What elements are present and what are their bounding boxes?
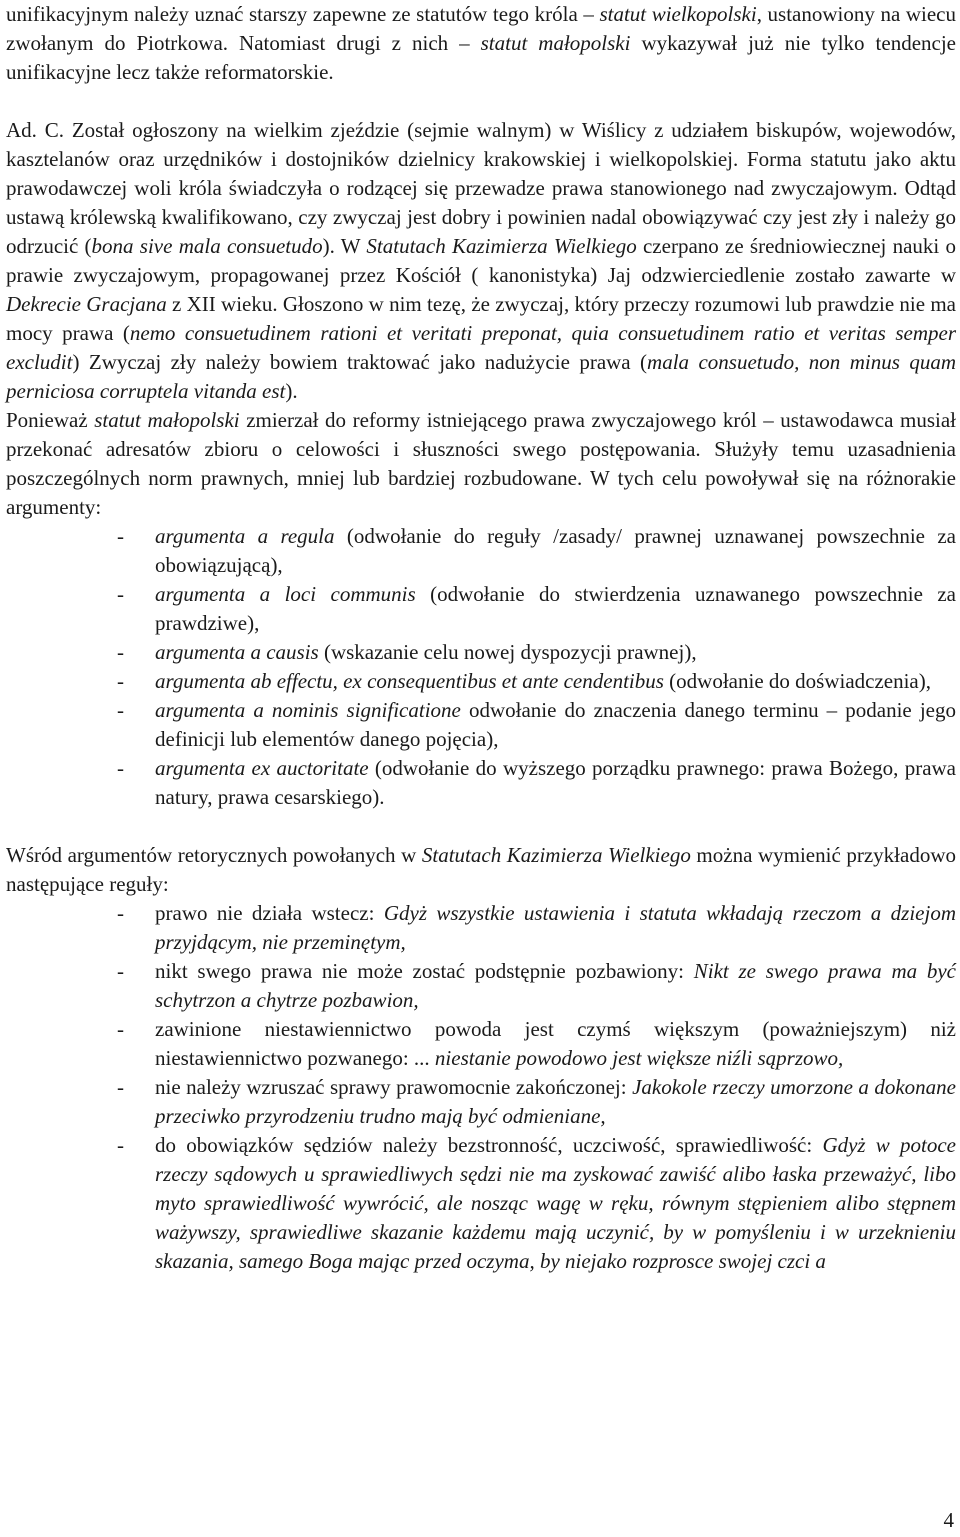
list-item bbox=[6, 899, 956, 957]
text-run: można wymienić przykładowo następujące reguły: bbox=[6, 843, 956, 896]
text-run: Ad. C. Został ogłoszony na wielkim zjeździe (sejmie walnym) w Wiślicy z udziałem biskupów, wojewodów, kasztelanów oraz urzędników i dostojników dzielnicy krakowskiej i wielkopolskiej. Forma statutu jako aktu prawodawczej woli króla świadczyła o rodzącej się przewadze prawa stanowionego nad zwyczajowym. Odtąd ustawą królewską kwalifikowano, czy zwyczaj jest dobry i powinien nadal obowiązywać czy jest zły i należy go odrzucić ( bbox=[6, 118, 956, 258]
text-run: odwołanie do znaczenia danego terminu – podanie jego definicji lub elementów danego pojęcia), bbox=[155, 698, 957, 751]
italic-text-run: argumenta ex auctoritate bbox=[155, 756, 369, 780]
list-item bbox=[6, 1015, 956, 1073]
list-item bbox=[6, 522, 956, 580]
italic-text-run: Jakokole rzeczy umorzone a dokonane przeciwko przyrodzeniu trudno mają być odmieniane, bbox=[155, 1075, 957, 1128]
list-dash: - bbox=[117, 901, 124, 925]
list-dash: - bbox=[117, 524, 124, 548]
italic-text-run: Gdyż wszystkie ustawienia i statuta wkładają rzeczom a dziejom przyjdącym, nie przeminętym, bbox=[155, 901, 956, 954]
list-dash: - bbox=[117, 582, 124, 606]
paragraph-3 bbox=[6, 406, 956, 522]
list-dash: - bbox=[117, 1017, 124, 1041]
text-run: ). bbox=[285, 379, 298, 403]
list-item bbox=[6, 957, 956, 1015]
rhetorical-rules-list bbox=[6, 899, 956, 1276]
text-run: (odwołanie do wyższego porządku prawnego: prawa Bożego, prawa natury, prawa cesarskiego). bbox=[155, 756, 956, 809]
list-dash: - bbox=[117, 698, 124, 722]
text-run: (odwołanie do doświadczenia), bbox=[663, 669, 931, 693]
list-dash: - bbox=[117, 1133, 124, 1157]
page-number: 4 bbox=[943, 1508, 954, 1532]
italic-text-run: niestanie powodowo jest większe niźli sąprzowo, bbox=[434, 1046, 844, 1070]
italic-text-run: bona sive mala consuetudo bbox=[91, 234, 323, 258]
italic-text-run: statut wielkopolski bbox=[599, 2, 757, 26]
italic-text-run: Statutach Kazimierza Wielkiego bbox=[421, 843, 691, 867]
text-run: unifikacyjnym należy uznać starszy zapewne ze statutów tego króla – bbox=[6, 2, 600, 26]
text-run: Ponieważ bbox=[6, 408, 95, 432]
text-run: zmierzał do reformy istniejącego prawa zwyczajowego król – ustawodawca musiał przekonać adresatów zbioru o celowości i słuszności swego postępowania. Służyły temu uzasadnienia poszczególnych norm prawnych, mniej lub bardziej rozbudowane. W tych celu powoływał się na różnorakie argumenty: bbox=[6, 408, 956, 519]
arguments-list bbox=[6, 522, 956, 812]
list-dash: - bbox=[117, 669, 124, 693]
italic-text-run: Nikt ze swego prawa ma być schytrzon a chytrze pozbawion, bbox=[155, 959, 957, 1012]
list-item bbox=[6, 580, 956, 638]
list-item bbox=[6, 638, 956, 667]
italic-text-run: Statutach Kazimierza Wielkiego bbox=[366, 234, 637, 258]
text-run: prawo nie działa wstecz: bbox=[155, 901, 384, 925]
paragraph-1 bbox=[6, 0, 956, 87]
text-run: z XII wieku. Głoszono w nim tezę, że zwyczaj, który przeczy rozumowi lub prawdzie nie ma mocy prawa ( bbox=[6, 292, 956, 345]
paragraph-gap bbox=[6, 812, 956, 841]
text-run: nie należy wzruszać sprawy prawomocnie zakończonej: bbox=[155, 1075, 633, 1099]
list-dash: - bbox=[117, 756, 124, 780]
list-item bbox=[6, 754, 956, 812]
text-run: ) Zwyczaj zły należy bowiem traktować jako nadużycie prawa ( bbox=[72, 350, 648, 374]
list-item bbox=[6, 1073, 956, 1131]
text-run: do obowiązków sędziów należy bezstronność, uczciwość, sprawiedliwość: bbox=[155, 1133, 823, 1157]
text-run: , ustanowiony na wiecu zwołanym do Piotrkowa. Natomiast drugi z nich – bbox=[6, 2, 956, 55]
italic-text-run: Gdyż w potoce rzeczy sądowych u sprawiedliwych sędzi nie ma zyskować zawiść alibo łaska przeważyć, libo myto sprawiedliwość wywrócić, ale nosząc wagę w ręku, równym stępieniem alibo stępnem ważywszy, sprawiedliwe skazanie każdemu mają uczynić, by w pomyśleniu i w urzeknieniu skazania, samego Boga mając przed oczyma, by niejako rozprosce swojej czci a bbox=[155, 1133, 956, 1273]
text-run: wykazywał już nie tylko tendencje unifikacyjne lecz także reformatorskie. bbox=[6, 31, 956, 84]
paragraph-gap bbox=[6, 87, 956, 116]
text-run: Wśród argumentów retorycznych powołanych w bbox=[6, 843, 422, 867]
italic-text-run: argumenta ab effectu, ex consequentibus et ante cendentibus bbox=[155, 669, 664, 693]
list-dash: - bbox=[117, 1075, 124, 1099]
italic-text-run: argumenta a causis bbox=[155, 640, 319, 664]
list-item bbox=[6, 696, 956, 754]
italic-text-run: Dekrecie Gracjana bbox=[6, 292, 167, 316]
italic-text-run: argumenta a nominis significatione bbox=[155, 698, 461, 722]
text-run: ). W bbox=[322, 234, 367, 258]
text-run: (wskazanie celu nowej dyspozycji prawnej), bbox=[318, 640, 697, 664]
list-item bbox=[6, 1131, 956, 1276]
italic-text-run: statut małopolski bbox=[94, 408, 240, 432]
text-run: czerpano ze średniowiecznej nauki o prawie zwyczajowym, propagowanej przez Kościół ( kanonistyka) Jaj odzwierciedlenie zostało zawarte w bbox=[6, 234, 957, 287]
list-dash: - bbox=[117, 640, 124, 664]
document-page bbox=[6, 0, 956, 1276]
paragraph-4 bbox=[6, 841, 956, 899]
text-run: (odwołanie do stwierdzenia uznawanego powszechnie za prawdziwe), bbox=[155, 582, 956, 635]
italic-text-run: argumenta a loci communis bbox=[155, 582, 416, 606]
text-run: nikt swego prawa nie może zostać podstępnie pozbawiony: bbox=[155, 959, 694, 983]
italic-text-run: nemo consuetudinem rationi et veritati preponat, quia consuetudinem ratio et veritas semper excludit bbox=[6, 321, 956, 374]
italic-text-run: argumenta a regula bbox=[155, 524, 335, 548]
paragraph-ad-c bbox=[6, 116, 956, 406]
italic-text-run: mala consuetudo, non minus quam perniciosa corruptela vitanda est bbox=[6, 350, 956, 403]
text-run: zawinione niestawiennictwo powoda jest czymś większym (poważniejszym) niż niestawiennictwo pozwanego: ... bbox=[155, 1017, 956, 1070]
list-item bbox=[6, 667, 956, 696]
italic-text-run: statut małopolski bbox=[480, 31, 631, 55]
text-run: (odwołanie do reguły /zasady/ prawnej uznawanej powszechnie za obowiązującą), bbox=[155, 524, 957, 577]
list-dash: - bbox=[117, 959, 124, 983]
